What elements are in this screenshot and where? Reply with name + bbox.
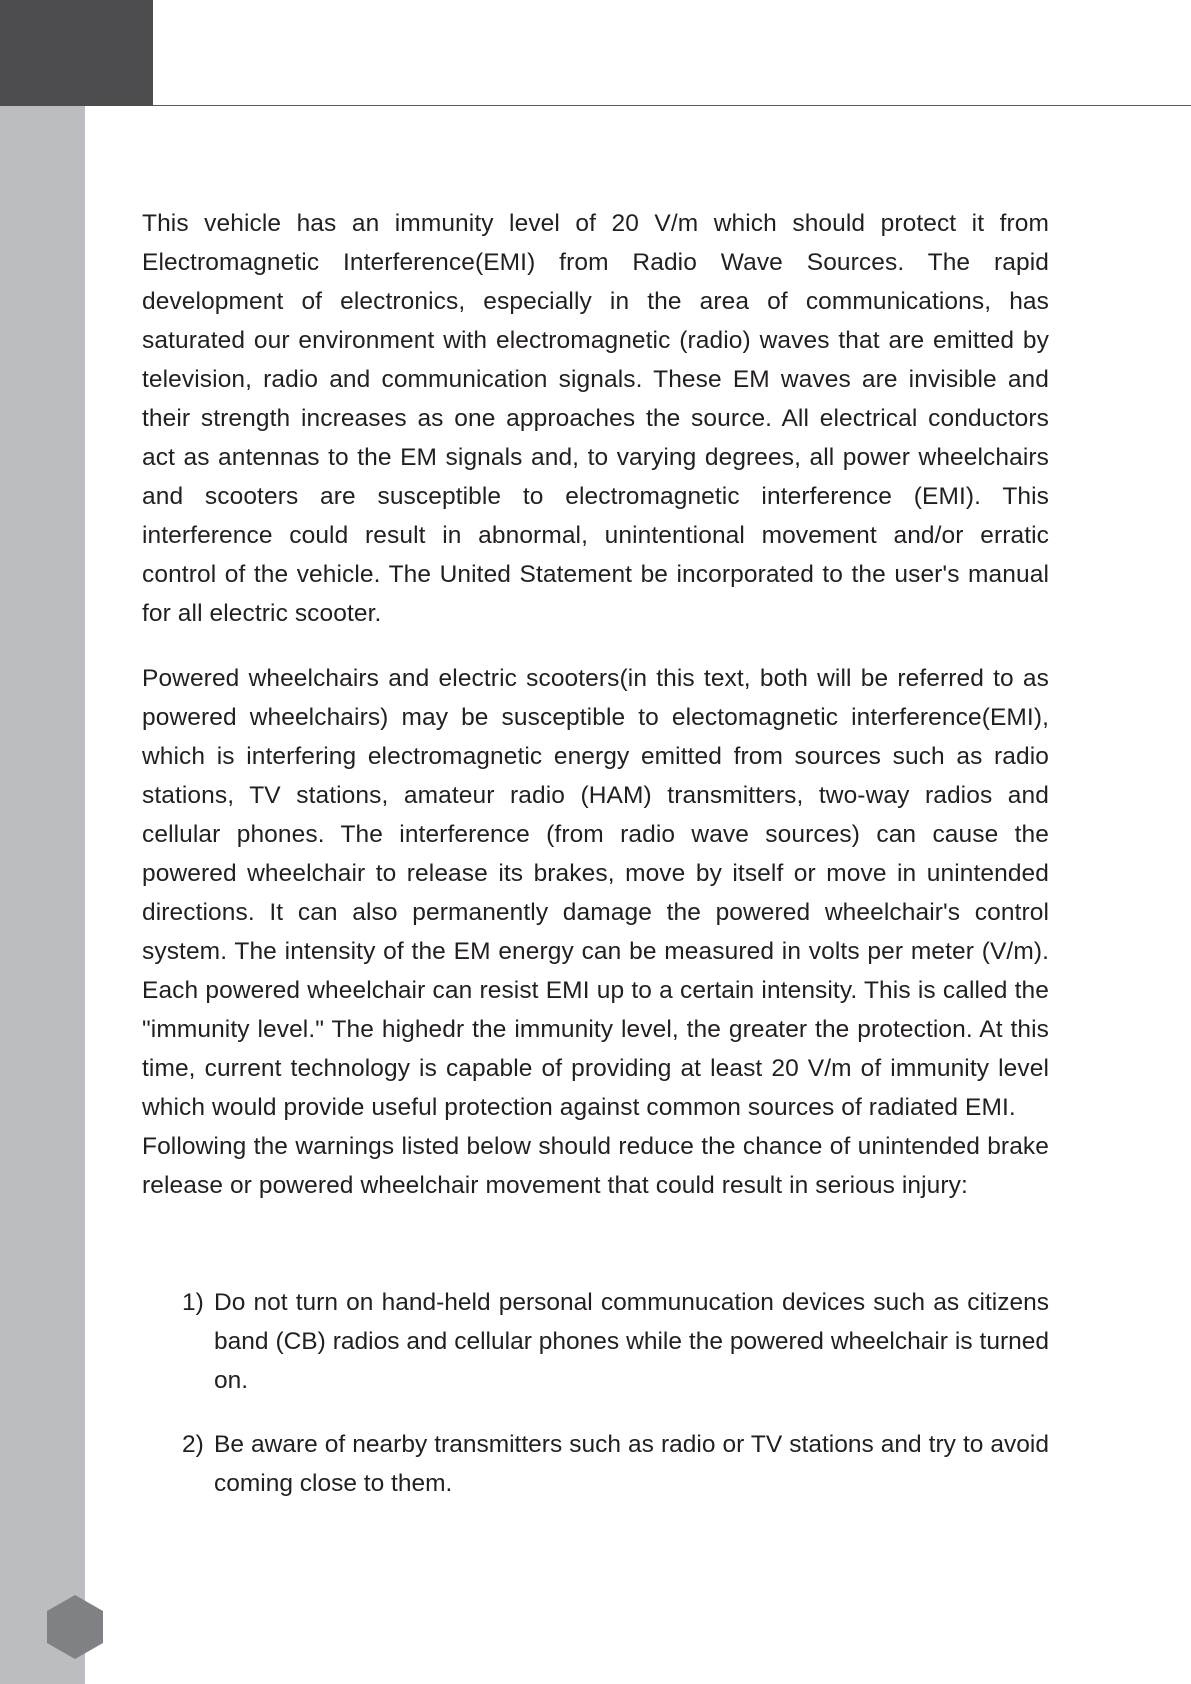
paragraph-warnings-intro: Following the warnings listed below should reduce the chance of unintended brake release or powered wheelchair movement that could result in serious injury:: [142, 1133, 1049, 1199]
list-item-number: 1): [182, 1289, 204, 1316]
document-body: [142, 204, 1049, 1503]
paragraph-emi-intro: This vehicle has an immunity level of 20 V/m which should protect it from Electromagnetic Interference(EMI) from Radio Wave Sources. The rapid development of electronics, especially in the area of communications, has saturated our environment with electromagnetic (radio) waves that are emitted by television, radio and communication signals. These EM waves are invisible and their strength increases as one approaches the source. All electrical conductors act as antennas to the EM signals and, to varying degrees, all power wheelchairs and scooters are susceptible to electromagnetic interference (EMI). This interference could result in abnormal, unintentional movement and/or erratic control of the vehicle. The United Statement be incorporated to the user's manual for all electric scooter.: [142, 210, 1049, 627]
list-item-text: Do not turn on hand-held personal communucation devices such as citizens band (CB) radios and cellular phones while the powered wheelchair is turned on.: [214, 1289, 1049, 1394]
warnings-list: [142, 1283, 1049, 1503]
header-block: [0, 0, 153, 106]
paragraph-emi-explanation: Powered wheelchairs and electric scooters(in this text, both will be referred to as powered wheelchairs) may be susceptible to electomagnetic interference(EMI), which is interfering electromagnetic energy emitted from sources such as radio stations, TV stations, amateur radio (HAM) transmitters, two-way radios and cellular phones. The interference (from radio wave sources) can cause the powered wheelchair to release its brakes, move by itself or move in unintended directions. It can also permanently damage the powered wheelchair's control system. The intensity of the EM energy can be measured in volts per meter (V/m). Each powered wheelchair can resist EMI up to a certain intensity. This is called the "immunity level." The highedr the immunity level, the greater the protection. At this time, current technology is capable of providing at least 20 V/m of immunity level which would provide useful protection against common sources of radiated EMI.: [142, 665, 1049, 1121]
list-item: [142, 1425, 1049, 1503]
list-item-number: 2): [182, 1431, 204, 1458]
list-item: [142, 1283, 1049, 1400]
list-item-text: Be aware of nearby transmitters such as radio or TV stations and try to avoid coming close to them.: [214, 1431, 1049, 1497]
hexagon-shape: [47, 1595, 103, 1659]
header-rule: [153, 105, 1191, 106]
side-bar: [0, 106, 85, 1684]
page-hexagon-icon: [47, 1595, 103, 1659]
